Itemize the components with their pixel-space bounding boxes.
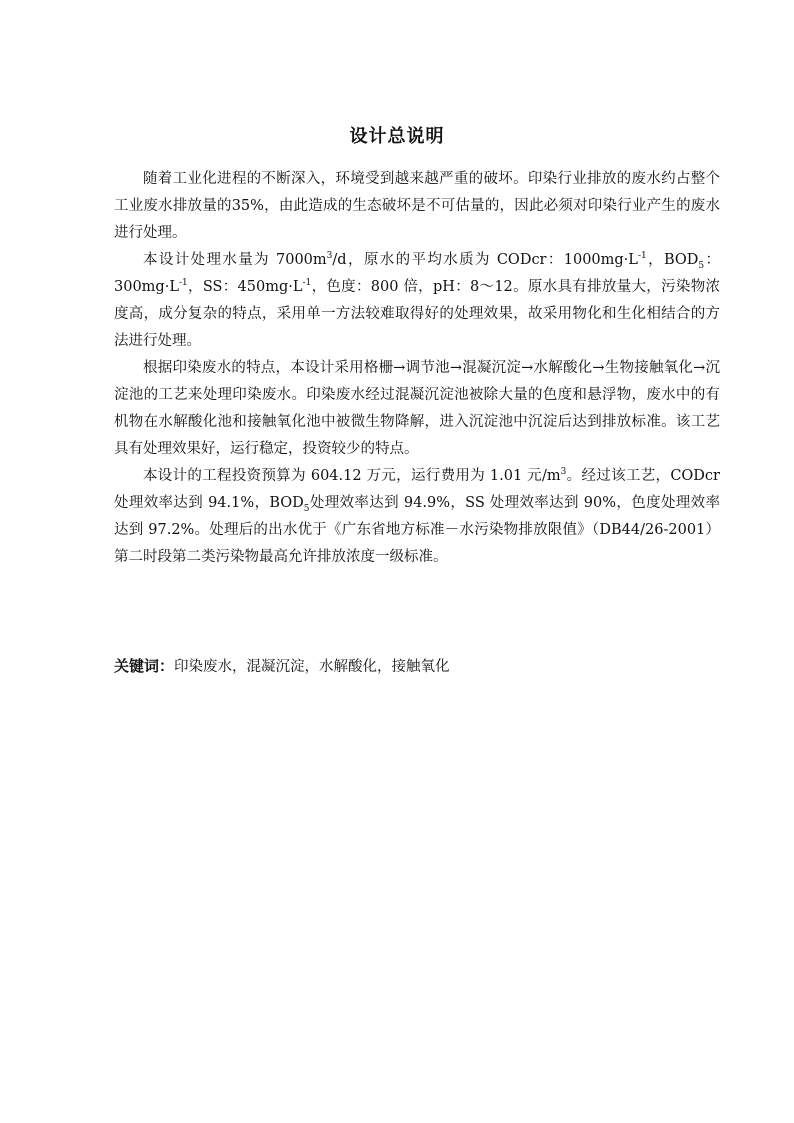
paragraph-intro: 随着工业化进程的不断深入，环境受到越来越严重的破坏。印染行业排放的废水约占整个工业废水排放量的35%，由此造成的生态破坏是不可估量的，因此必须对印染行业产生的废水进行处理。 [114,171,720,241]
text-run: ，SS：450mg·L [187,279,303,295]
text-run: /d，原水的平均水质为 CODcr：1000mg·L [332,252,638,268]
subscript: 5 [698,260,705,271]
keywords-line [114,653,720,681]
superscript: -1 [178,278,188,289]
text-run: ，BOD [646,252,699,268]
superscript: -1 [302,278,312,289]
text-run: 处理效率达到 94.9%，SS 处理效率达到 90%，色度处理效率达到 97.2%。处理后的出水优于《广东省地方标准－水污染物排放限值》（DB44/26-2001）第二时段第二类污染物最高允许排放浓度一级标准。 [114,495,720,565]
superscript: -1 [637,251,647,262]
document-body [114,166,720,571]
text-run: 。经过该工艺，CODcr 处理效率达到 94.1%，BOD [114,468,720,511]
document-title: 设计总说明 [349,126,445,147]
paragraph-cost-efficiency [114,463,720,571]
text-run: ：300mg·L [114,252,721,295]
text-run: ，色度：800 倍，pH：8～12。原水具有排放量大，污染物浓度高，成分复杂的特点，采用单一方法较难取得好的处理效果，故采用物化和生化相结合的方法进行处理。 [114,279,720,349]
keywords-text: 印染废水，混凝沉淀，水解酸化，接触氧化 [174,659,450,675]
superscript: 3 [326,251,333,262]
text-run: 本设计的工程投资预算为 604.12 万元，运行费用为 1.01 元/m [143,468,561,484]
paragraph-process: 根据印染废水的特点，本设计采用格栅→调节池→混凝沉淀→水解酸化→生物接触氧化→沉淀池的工艺来处理印染废水。印染废水经过混凝沉淀池被除大量的色度和悬浮物，废水中的有机物在水解酸化池和接触氧化池中被微生物降解，进入沉淀池中沉淀后达到排放标准。该工艺具有处理效果好，运行稳定，投资较少的特点。 [114,360,720,457]
superscript: 3 [560,467,567,478]
paragraph-water-quality [114,247,720,355]
subscript: 5 [303,503,310,514]
keywords-label: 关键词： [114,657,175,675]
text-run: 本设计处理水量为 7000m [143,252,327,268]
